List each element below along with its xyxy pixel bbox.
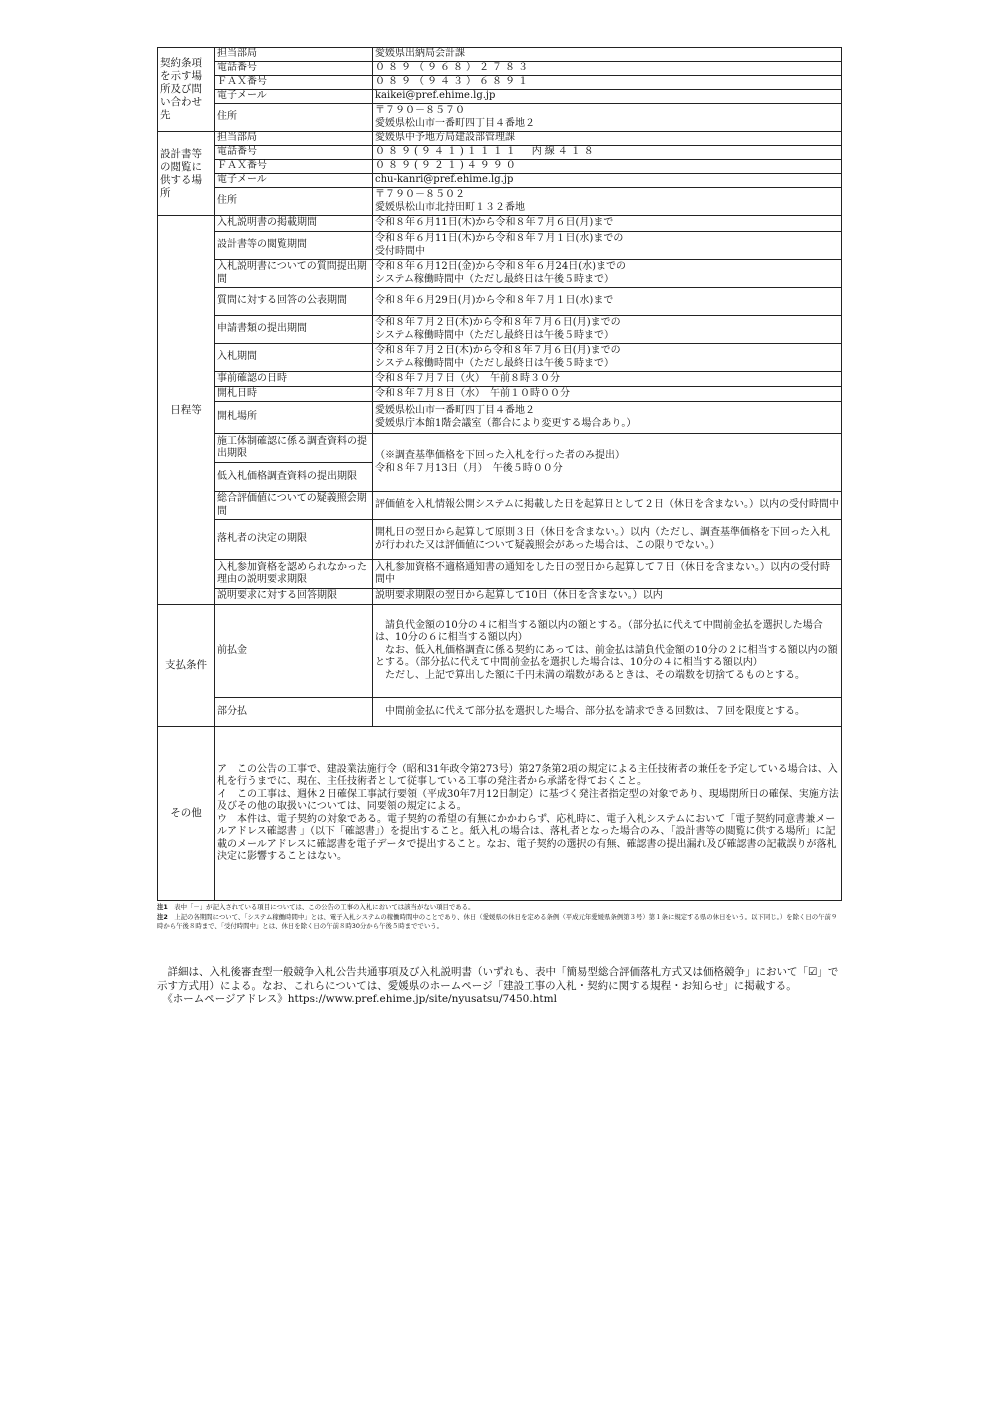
contact-fax-label: ＦＡＸ番号 <box>215 76 373 90</box>
notice-page <box>157 47 842 932</box>
schedule-value: 令和８年６月11日(木)から令和８年７月１日(水)までの 受付時間中 <box>373 232 842 260</box>
partial-payment-label: 部分払 <box>215 698 373 727</box>
schedule-label: 設計書等の閲覧期間 <box>215 232 373 260</box>
contact-address-value: 〒７９０－８５７０ 愛媛県松山市一番町四丁目４番地２ <box>373 104 842 132</box>
contact-phone-label: 電話番号 <box>215 62 373 76</box>
note-text: 表中「－」が記入されている項目については、この公告の工事の入札においては該当がない項目である。 <box>174 903 475 911</box>
schedule-label: 質問に対する回答の公表期間 <box>215 288 373 316</box>
other-paragraph: ア この公告の工事で、建設業法施行令（昭和31年政令第273号）第27条第2項の規定による主任技術者の兼任を予定している場合は、入札を行うまでに、現在、主任技術者として従事している工事の発注者から承諾を得ておくこと。 <box>217 763 838 787</box>
note-text: 上記の各期間について、「システム稼働時間中」とは、電子入札システムの稼働時間中のことであり、休日（愛媛県の休日を定める条例（平成元年愛媛県条例第３号）第１条に規定する県の休日をいう。以下同じ。）を除く日の午前９時から午後８時まで、「受付時間中」とは、休日を除く日の午前８時30分から午後５時まででいう。 <box>157 912 838 930</box>
schedule-value: 令和８年６月11日(木)から令和８年７月６日(月)まで <box>373 216 842 232</box>
design-fax-label: ＦＡＸ番号 <box>215 160 373 174</box>
contact-fax-value: ０８９（９４３）６８９１ <box>373 76 842 90</box>
design-email-value: chu-kanri@pref.ehime.lg.jp <box>373 174 842 188</box>
schedule-value: 令和８年７月７日（火） 午前８時３０分 <box>373 372 842 387</box>
table-notes <box>157 903 842 932</box>
schedule-value: 令和８年６月29日(月)から令和８年７月１日(水)まで <box>373 288 842 316</box>
schedule-value: 開札日の翌日から起算して原則３日（休日を含まない。）以内（ただし、調査基準価格を下回った入札が行われた又は評価値について疑義照会があった場合は、この限りでない。） <box>373 520 842 560</box>
note-label: 注2 <box>157 912 168 921</box>
schedule-label: 説明要求に対する回答期限 <box>215 589 373 605</box>
schedule-value: 評価値を入札情報公開システムに掲載した日を起算日として２日（休日を含まない。）以内の受付時間中 <box>373 492 842 520</box>
advance-payment-label: 前払金 <box>215 605 373 698</box>
homepage-address[interactable]: 《ホームページアドレス》https://www.pref.ehime.jp/site/nyusatsu/7450.html <box>157 993 557 1005</box>
advance-payment-value <box>373 605 842 698</box>
design-address-label: 住所 <box>215 188 373 216</box>
schedule-label: 開札日時 <box>215 387 373 402</box>
schedule-label: 申請書類の提出期間 <box>215 316 373 344</box>
schedule-label: 施工体制確認に係る調査資料の提出期限 <box>215 434 373 463</box>
survey-deadline-value: （※調査基準価格を下回った入札を行った者のみ提出） 令和８年７月13日（月） 午後５時００分 <box>373 434 842 492</box>
other-section-label: その他 <box>158 727 215 901</box>
other-paragraph: ウ 本件は、電子契約の対象である。電子契約の希望の有無にかかわらず、応札時に、電子入札システムにおいて「電子契約同意書兼メールアドレス確認書 」（以下「確認書」）を提出すること。紙入札の場合は、落札者となった場合のみ、「設計書等の閲覧に供する場所」に記載のメールアドレスに確認書を電子データで提出すること。なお、電子契約の選択の有無、確認書の提出漏れ及び確認書の記載誤りが落札決定に影響することはない。 <box>217 813 837 862</box>
schedule-label: 入札説明書についての質問提出期間 <box>215 260 373 288</box>
design-phone-label: 電話番号 <box>215 146 373 160</box>
design-section-label: 設計書等の閲覧に供する場所 <box>158 132 215 216</box>
schedule-value: 令和８年７月８日（水） 午前１０時００分 <box>373 387 842 402</box>
schedule-label: 入札参加資格を認められなかった理由の説明要求期限 <box>215 560 373 589</box>
contact-email-label: 電子メール <box>215 90 373 104</box>
design-dept-value: 愛媛県中予地方局建設部管理課 <box>373 132 842 146</box>
partial-payment-value: 中間前金払に代えて部分払を選択した場合、部分払を請求できる回数は、７回を限度とする。 <box>373 698 842 727</box>
schedule-label: 入札説明書の掲載期間 <box>215 216 373 232</box>
schedule-value: 入札参加資格不適格通知書の通知をした日の翌日から起算して７日（休日を含まない。）以内の受付時間中 <box>373 560 842 589</box>
footer <box>157 966 845 1007</box>
schedule-value: 愛媛県松山市一番町四丁目４番地２ 愛媛県庁本館1階会議室（都合により変更する場合あり。） <box>373 402 842 434</box>
schedule-value: 令和８年７月２日(木)から令和８年７月６日(月)までの システム稼働時間中（ただし最終日は午後５時まで） <box>373 344 842 372</box>
schedule-label: 落札者の決定の期限 <box>215 520 373 560</box>
schedule-label: 総合評価値についての疑義照会期間 <box>215 492 373 520</box>
payment-section-label: 支払条件 <box>158 605 215 727</box>
advance-paragraph: なお、低入札価格調査に係る契約にあっては、前金払は請負代金額の10分の２に相当する額以内の額とする。（部分払に代えて中間前金払を選択した場合は、10分の４に相当する額以内） <box>375 644 838 669</box>
design-fax-value: ０８９(９２１)４９９０ <box>373 160 842 174</box>
design-address-value: 〒７９０－８５０２ 愛媛県松山市北持田町１３２番地 <box>373 188 842 216</box>
other-paragraph: イ この工事は、週休２日確保工事試行要領（平成30年7月12日制定）に基づく発注者指定型の対象であり、現場閉所日の確保、実施方法及びその他の取扱いについては、同要領の規定による。 <box>217 788 839 812</box>
schedule-label: 入札期間 <box>215 344 373 372</box>
schedule-value: 令和８年７月２日(木)から令和８年７月６日(月)までの システム稼働時間中（ただし最終日は午後５時まで） <box>373 316 842 344</box>
note-item <box>157 913 842 932</box>
advance-paragraph: 請負代金額の10分の４に相当する額以内の額とする。（部分払に代えて中間前金払を選択した場合は、10分の６に相当する額以内） <box>375 619 823 644</box>
schedule-label: 事前確認の日時 <box>215 372 373 387</box>
schedule-label: 開札場所 <box>215 402 373 434</box>
schedule-value: 説明要求期限の翌日から起算して10日（休日を含まない。）以内 <box>373 589 842 605</box>
note-label: 注1 <box>157 903 168 911</box>
note-item <box>157 903 842 913</box>
design-email-label: 電子メール <box>215 174 373 188</box>
footer-text: 詳細は、入札後審査型一般競争入札公告共通事項及び入札説明書（いずれも、表中「簡易型総合評価落札方式又は価格競争」において「☑」で示す方式用）による。なお、これらについては、愛媛県のホームページ「建設工事の入札・契約に関する規程・お知らせ」に掲載する。 <box>157 966 839 992</box>
schedule-section-label: 日程等 <box>158 216 215 605</box>
schedule-value: 令和８年６月12日(金)から令和８年６月24日(水)までの システム稼働時間中（ただし最終日は午後５時まで） <box>373 260 842 288</box>
other-content <box>215 727 842 901</box>
contact-dept-value: 愛媛県出納局会計課 <box>373 48 842 62</box>
design-dept-label: 担当部局 <box>215 132 373 146</box>
contact-email-value: kaikei@pref.ehime.lg.jp <box>373 90 842 104</box>
notice-table <box>157 47 842 901</box>
schedule-label: 低入札価格調査資料の提出期限 <box>215 463 373 492</box>
design-phone-value: ０８９(９４１)１１１１ 内線４１８ <box>373 146 842 160</box>
contact-dept-label: 担当部局 <box>215 48 373 62</box>
contact-section-label: 契約条項を示す場所及び問い合わせ先 <box>158 48 215 132</box>
advance-paragraph: ただし、上記で算出した額に千円未満の端数があるときは、その端数を切捨てるものとする。 <box>385 669 805 681</box>
contact-phone-value: ０８９（９６８）２７８３ <box>373 62 842 76</box>
contact-address-label: 住所 <box>215 104 373 132</box>
